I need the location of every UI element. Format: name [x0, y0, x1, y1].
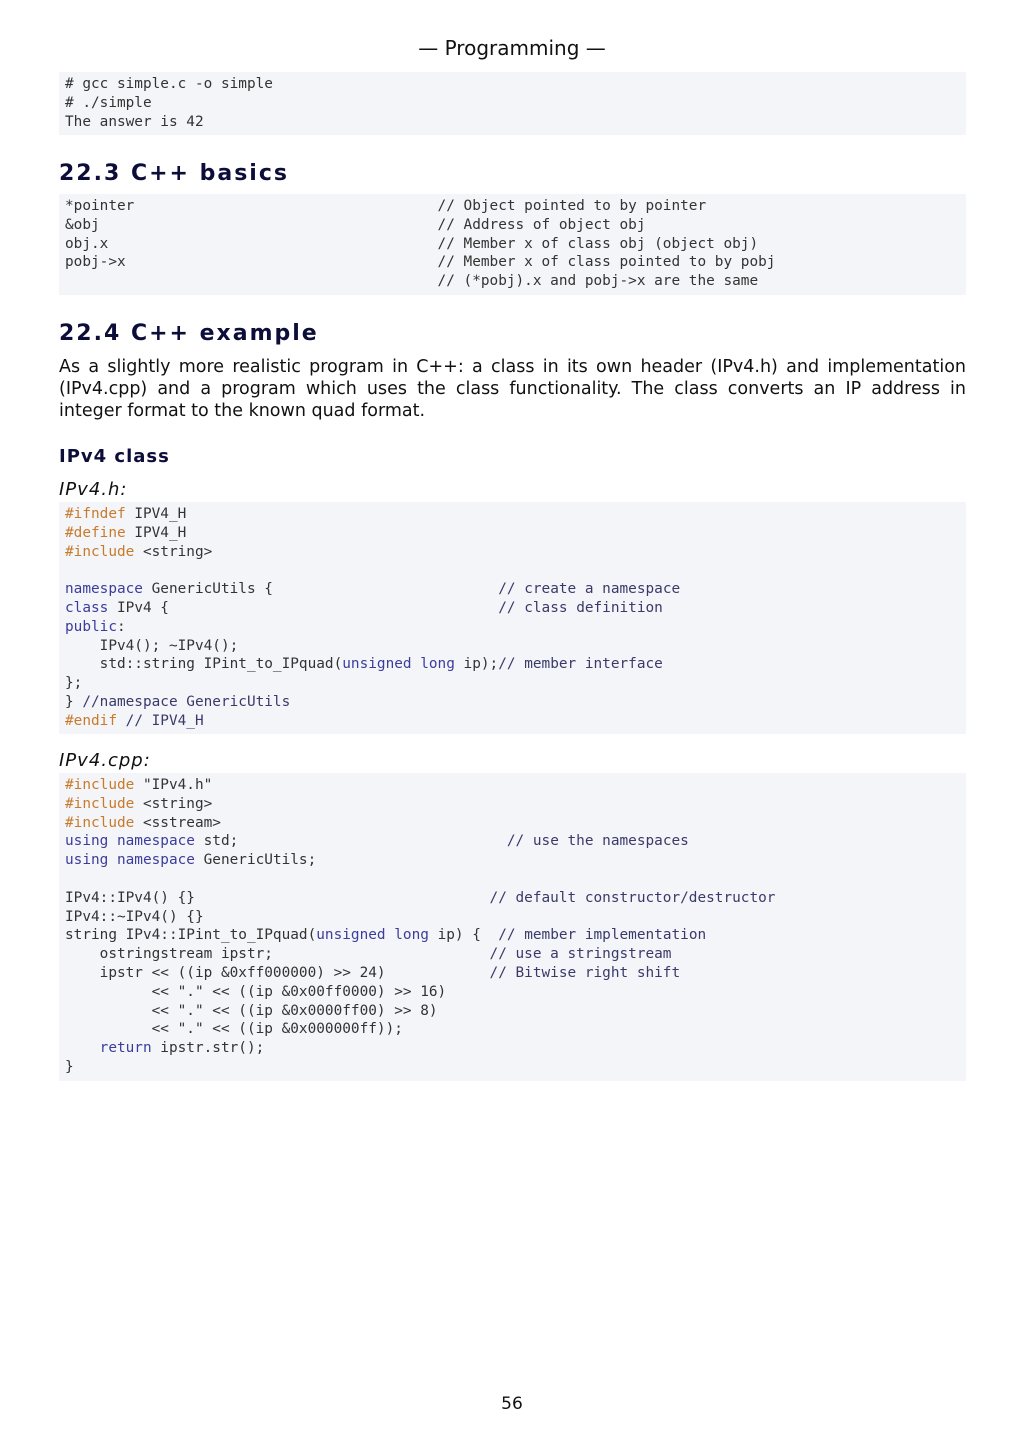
code-token: }	[65, 693, 83, 710]
file-label-implementation: IPv4.cpp:	[59, 750, 151, 771]
code-token: // create a namespace	[498, 581, 681, 598]
code-line	[65, 1020, 960, 1039]
code-line: // (*pobj).x and pobj->x are the same	[65, 273, 759, 290]
code-line: obj.x // Member x of class obj (object obj)	[65, 235, 759, 252]
code-token: using namespace	[65, 833, 195, 850]
code-line: *pointer // Object pointed to by pointer	[65, 198, 707, 214]
code-token: // default constructor/destructor	[489, 889, 776, 906]
code-token: #include	[65, 777, 135, 793]
code-token: #include	[65, 795, 135, 812]
code-token: #ifndef	[65, 506, 126, 522]
code-token: << "." << ((ip &0x0000ff00) >> 8)	[65, 1002, 438, 1019]
code-token: ipstr.str();	[151, 1040, 265, 1057]
code-token: IPv4::IPv4() {}	[65, 889, 490, 906]
code-line	[65, 637, 960, 656]
code-line	[65, 776, 960, 795]
code-token: unsigned long	[316, 927, 429, 944]
code-line	[65, 814, 960, 833]
code-line	[65, 983, 960, 1002]
subsection-heading-ipv4-class: IPv4 class	[59, 446, 170, 467]
code-token: IPV4_H	[125, 506, 187, 522]
code-line	[65, 870, 960, 889]
code-token: // member interface	[498, 656, 663, 673]
code-token: string IPv4::IPint_to_IPquad(	[65, 927, 317, 944]
code-token: #include	[65, 814, 135, 831]
intro-paragraph: As a slightly more realistic program in C++: a class in its own header (IPv4.h) and implementation (IPv4.cpp) and a program which uses the class functionality. The class converts an IP address in integer format to the known quad format.	[59, 357, 966, 421]
code-token: namespace	[65, 581, 143, 598]
file-label-header: IPv4.h:	[59, 479, 128, 500]
code-line	[65, 851, 960, 870]
code-block-compile	[59, 72, 966, 135]
code-token: #include	[65, 543, 135, 560]
code-token: :	[116, 618, 126, 635]
section-heading-cpp-example: 22.4 C++ example	[59, 321, 319, 346]
page-number: 56	[501, 1394, 523, 1414]
code-line	[65, 1002, 960, 1021]
code-line	[65, 926, 960, 945]
code-line	[65, 1039, 960, 1058]
code-line	[65, 945, 960, 964]
code-block-ipv4-implementation	[59, 773, 966, 1081]
code-token: << "." << ((ip &0x000000ff));	[65, 1021, 403, 1038]
code-line	[65, 599, 960, 618]
code-line	[65, 908, 960, 927]
code-token: IPv4(); ~IPv4();	[65, 637, 239, 654]
code-token: << "." << ((ip &0x00ff0000) >> 16)	[65, 983, 447, 1000]
section-heading-cpp-basics: 22.3 C++ basics	[59, 161, 289, 186]
code-token: unsigned long	[342, 656, 455, 673]
code-line	[65, 712, 960, 731]
code-line: The answer is 42	[65, 113, 204, 130]
code-line	[65, 674, 960, 693]
code-line	[65, 795, 960, 814]
code-token: //namespace GenericUtils	[82, 693, 291, 710]
code-token: return	[99, 1040, 152, 1057]
code-line	[65, 543, 960, 562]
code-token: std::string IPint_to_IPquad(	[65, 656, 343, 673]
code-line: # ./simple	[65, 94, 152, 111]
code-token: <string>	[134, 543, 213, 560]
code-token: #define	[65, 524, 126, 541]
code-block-ipv4-header	[59, 502, 966, 734]
code-token: public	[65, 618, 117, 635]
code-token: // IPV4_H	[125, 712, 204, 729]
code-token: }	[65, 1058, 74, 1075]
code-token: GenericUtils {	[142, 581, 499, 598]
code-token: ip);	[454, 656, 499, 673]
code-token: // member implementation	[498, 927, 707, 944]
code-line	[65, 1058, 960, 1077]
code-token: // use a stringstream	[489, 946, 672, 963]
code-line	[65, 580, 960, 599]
code-line	[65, 505, 960, 524]
code-token: "IPv4.h"	[134, 777, 213, 793]
code-token: ipstr << ((ip &0xff000000) >> 24)	[65, 964, 490, 981]
code-token: IPV4_H	[125, 524, 187, 541]
code-line: # gcc simple.c -o simple	[65, 76, 273, 92]
code-line	[65, 964, 960, 983]
code-block-cpp-basics	[59, 194, 966, 295]
code-token: IPv4 {	[108, 599, 499, 616]
code-token: using namespace	[65, 852, 195, 869]
code-token: ip) {	[428, 927, 499, 944]
code-token: ostringstream ipstr;	[65, 946, 490, 963]
code-token: class	[65, 599, 109, 616]
code-token: #endif	[65, 712, 117, 729]
code-token: // class definition	[498, 599, 663, 616]
code-line: pobj->x // Member x of class pointed to by pobj	[65, 254, 776, 271]
code-token: IPv4::~IPv4() {}	[65, 908, 204, 925]
code-token: <string>	[134, 795, 213, 812]
code-line	[65, 524, 960, 543]
code-token: std;	[194, 833, 507, 850]
code-token: GenericUtils;	[194, 852, 317, 869]
code-token	[117, 713, 126, 729]
code-line	[65, 889, 960, 908]
code-line	[65, 655, 960, 674]
code-token: // Bitwise right shift	[489, 964, 681, 981]
code-token: <sstream>	[134, 814, 221, 831]
code-token: // use the namespaces	[506, 833, 689, 850]
running-header: — Programming —	[418, 36, 606, 60]
code-line	[65, 618, 960, 637]
code-line	[65, 693, 960, 712]
code-token: };	[65, 675, 83, 692]
code-line	[65, 832, 960, 851]
code-line	[65, 561, 960, 580]
code-token	[65, 1040, 100, 1056]
code-line: &obj // Address of object obj	[65, 216, 646, 233]
page-content	[59, 72, 966, 1081]
